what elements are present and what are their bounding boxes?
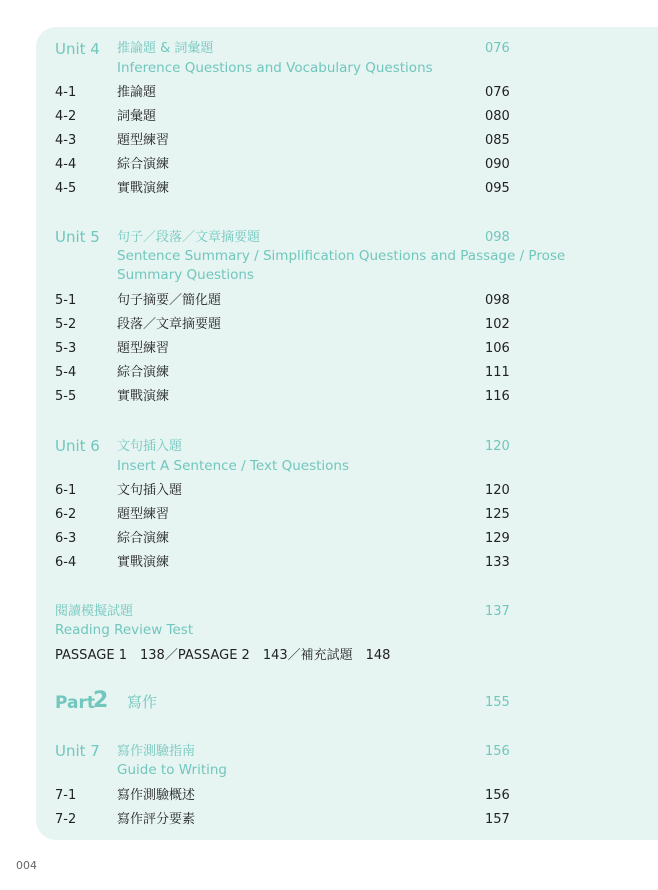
list-item-page: 090 bbox=[485, 157, 510, 172]
list-item-page: 106 bbox=[485, 341, 510, 356]
list-item-title: 綜合演練 bbox=[117, 531, 170, 546]
list-item-title: 題型練習 bbox=[117, 133, 170, 148]
unit-page: 156 bbox=[485, 744, 510, 759]
part-page: 155 bbox=[485, 695, 510, 710]
list-item-number: 5-3 bbox=[55, 341, 77, 356]
list-item-page: 157 bbox=[485, 812, 510, 827]
review-title-en: Reading Review Test bbox=[55, 622, 194, 638]
list-item-number: 4-5 bbox=[55, 181, 77, 196]
list-item-number: 5-5 bbox=[55, 389, 77, 404]
review-page: 137 bbox=[485, 604, 510, 619]
list-item-page: 085 bbox=[485, 133, 510, 148]
unit-label: Unit 5 bbox=[55, 228, 100, 246]
list-item-page: 120 bbox=[485, 483, 510, 498]
list-item-number: 7-2 bbox=[55, 812, 77, 827]
list-item-title: 題型練習 bbox=[117, 341, 170, 356]
list-item-page: 080 bbox=[485, 109, 510, 124]
list-item-page: 111 bbox=[485, 365, 510, 380]
unit-page: 076 bbox=[485, 41, 510, 56]
list-item-title: 題型練習 bbox=[117, 507, 170, 522]
list-item-number: 6-3 bbox=[55, 531, 77, 546]
unit-title-en: Insert A Sentence / Text Questions bbox=[117, 458, 349, 474]
list-item-title: 綜合演練 bbox=[117, 157, 170, 172]
list-item-page: 095 bbox=[485, 181, 510, 196]
list-item-number: 6-4 bbox=[55, 555, 77, 570]
list-item-number: 5-4 bbox=[55, 365, 77, 380]
list-item-title: 實戰演練 bbox=[117, 181, 170, 196]
list-item-page: 133 bbox=[485, 555, 510, 570]
list-item-title: 推論題 bbox=[117, 85, 157, 100]
review-title-zh: 閱讀模擬試題 bbox=[55, 604, 134, 619]
list-item-title: 文句插入題 bbox=[117, 483, 183, 498]
unit-title-en: Guide to Writing bbox=[117, 762, 227, 778]
list-item-number: 5-2 bbox=[55, 317, 77, 332]
list-item-page: 129 bbox=[485, 531, 510, 546]
list-item-number: 6-1 bbox=[55, 483, 77, 498]
unit-title-zh: 寫作測驗指南 bbox=[117, 744, 196, 759]
list-item-page: 076 bbox=[485, 85, 510, 100]
part-label: Part bbox=[55, 693, 95, 713]
list-item-title: 詞彙題 bbox=[117, 109, 157, 124]
unit-label: Unit 7 bbox=[55, 742, 100, 760]
unit-label: Unit 6 bbox=[55, 437, 100, 455]
list-item-title: 實戰演練 bbox=[117, 389, 170, 404]
list-item-title: 段落／文章摘要題 bbox=[117, 317, 222, 332]
list-item-page: 125 bbox=[485, 507, 510, 522]
unit-title-en: Sentence Summary / Simplification Questions and Passage / Prose bbox=[117, 248, 566, 264]
unit-label: Unit 4 bbox=[55, 40, 100, 58]
unit-title-zh: 文句插入題 bbox=[117, 439, 183, 454]
list-item-number: 4-4 bbox=[55, 157, 77, 172]
list-item-page: 156 bbox=[485, 788, 510, 803]
list-item-number: 7-1 bbox=[55, 788, 77, 803]
list-item-page: 116 bbox=[485, 389, 510, 404]
unit-title-en: Summary Questions bbox=[117, 267, 254, 283]
list-item-title: 寫作評分要素 bbox=[117, 812, 196, 827]
list-item-page: 102 bbox=[485, 317, 510, 332]
part-number: 2 bbox=[93, 688, 109, 713]
list-item-title: 寫作測驗概述 bbox=[117, 788, 196, 803]
list-item-title: 綜合演練 bbox=[117, 365, 170, 380]
list-item-page: 098 bbox=[485, 293, 510, 308]
list-item-number: 5-1 bbox=[55, 293, 77, 308]
list-item-number: 4-3 bbox=[55, 133, 77, 148]
unit-page: 098 bbox=[485, 230, 510, 245]
list-item-title: 句子摘要／簡化題 bbox=[117, 293, 222, 308]
unit-title-zh: 推論題 & 詞彙題 bbox=[117, 41, 214, 56]
list-item-number: 4-1 bbox=[55, 85, 77, 100]
unit-page: 120 bbox=[485, 439, 510, 454]
review-passages-line: PASSAGE 1 138／PASSAGE 2 143／補充試題 148 bbox=[55, 648, 391, 663]
part-title-zh: 寫作 bbox=[127, 693, 158, 711]
list-item-number: 6-2 bbox=[55, 507, 77, 522]
unit-title-en: Inference Questions and Vocabulary Questions bbox=[117, 60, 433, 76]
list-item-number: 4-2 bbox=[55, 109, 77, 124]
page-number: 004 bbox=[16, 859, 37, 872]
unit-title-zh: 句子／段落／文章摘要題 bbox=[117, 230, 261, 245]
list-item-title: 實戰演練 bbox=[117, 555, 170, 570]
